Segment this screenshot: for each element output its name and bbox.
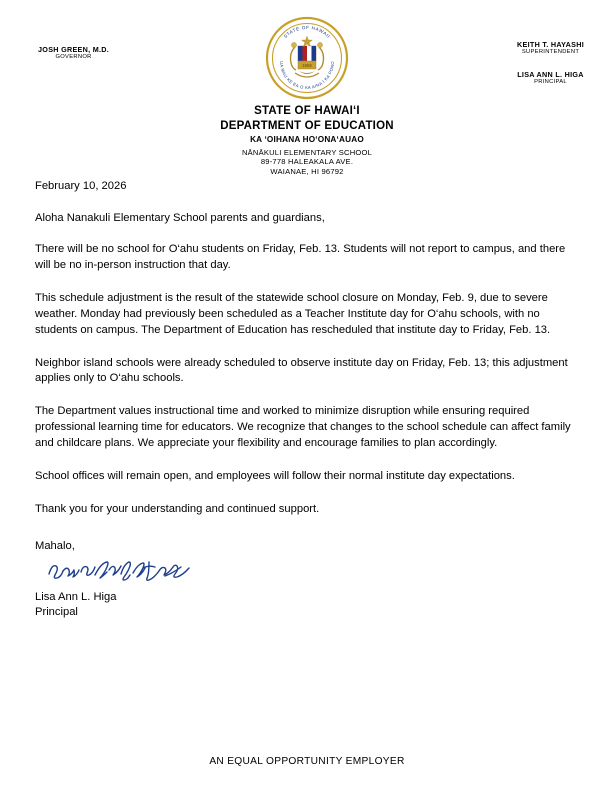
letter-closing: Mahalo,	[35, 539, 75, 552]
superintendent-title: SUPERINTENDENT	[521, 49, 580, 55]
agency-address	[0, 104, 614, 177]
svg-text:STATE OF HAWAII: STATE OF HAWAII	[282, 24, 332, 40]
letter-paragraph: Thank you for your understanding and continued support.	[35, 502, 320, 515]
officials-block	[517, 40, 584, 86]
letter-salutation: Aloha Nanakuli Elementary School parents and guardians,	[35, 212, 325, 224]
letter-date: February 10, 2026	[35, 180, 127, 192]
superintendent-name: KEITH T. HAYASHI	[517, 40, 584, 49]
principal-block	[517, 70, 584, 86]
agency-line-street: 89-778 HALEAKALA AVE.	[260, 157, 354, 167]
footer-equal-opportunity: AN EQUAL OPPORTUNITY EMPLOYER	[209, 756, 405, 767]
svg-text:1959: 1959	[302, 63, 312, 69]
agency-line-department: DEPARTMENT OF EDUCATION	[220, 119, 394, 132]
letter-paragraph: This schedule adjustment is the result of the statewide school closure on Monday, Feb. 9, due to severe weather. Monday had previously been scheduled as a Teacher Institute day for O‘ahu schools, with no students on campus. The Department of Education has rescheduled that institute day to Friday, Feb. 13.	[35, 291, 551, 336]
principal-name: LISA ANN L. HIGA	[517, 70, 584, 80]
superintendent-block	[517, 40, 584, 56]
letter-body	[35, 180, 579, 620]
agency-line-hawaiian: KA ‘OIHANA HO‘ONA‘AUAO	[250, 134, 364, 144]
svg-text:UA MAU KE EA O KA AINA I KA PO: UA MAU KE EA O KA AINA I KA PONO	[278, 60, 336, 91]
letter-paragraph: Neighbor island schools were already scheduled to observe institute day on Friday, Feb. 13; this adjustment applies only to O‘ahu schools.	[35, 356, 568, 385]
signer-name: Lisa Ann L. Higa	[35, 590, 117, 603]
governor-block	[38, 45, 109, 61]
agency-line-school: NĀNĀKULI ELEMENTARY SCHOOL	[241, 147, 373, 157]
governor-title: GOVERNOR	[55, 54, 92, 60]
letter-paragraph: There will be no school for O‘ahu students on Friday, Feb. 13. Students will not report to campus, and there will be no in-person instruction that day.	[35, 243, 566, 271]
letter-paragraph: The Department values instructional time and worked to minimize disruption while ensuring required professional learning time for educators. We recognize that changes to the school schedule can affect family and childcare plans. We appreciate your flexibility and encourage families to plan accordingly.	[35, 405, 571, 450]
handwritten-signature	[45, 554, 205, 588]
governor-name: JOSH GREEN, M.D.	[38, 45, 110, 54]
principal-title: PRINCIPAL	[534, 79, 567, 86]
hawaii-state-seal-icon	[265, 16, 349, 100]
signer-title: Principal	[35, 605, 78, 618]
agency-line-citystate: WAIANAE, HI 96792	[270, 167, 344, 177]
signer-block	[35, 590, 579, 620]
letterhead	[0, 0, 614, 175]
agency-line-state: STATE OF HAWAI‘I	[254, 105, 360, 117]
letter-paragraph: School offices will remain open, and employees will follow their normal institute day expectations.	[35, 470, 515, 483]
